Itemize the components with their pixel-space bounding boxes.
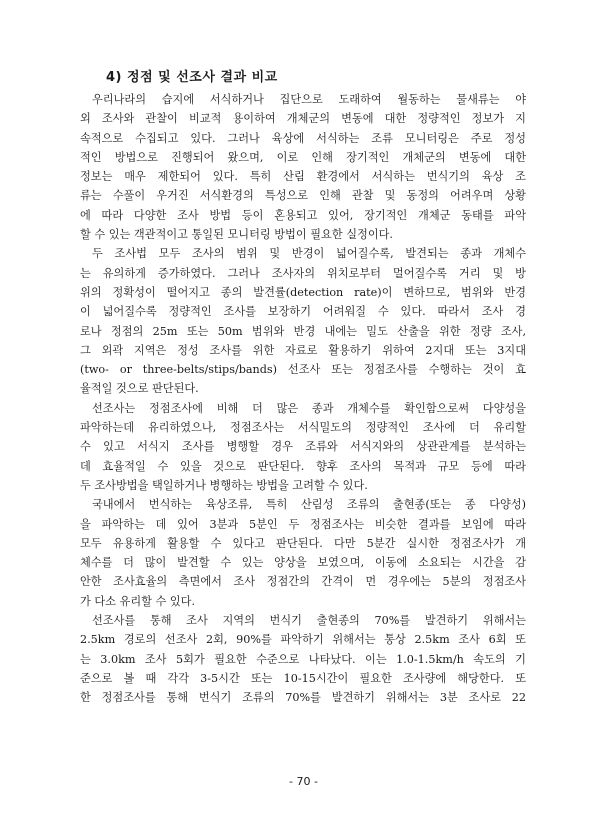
text-line: 속적으로 수집되고 있다. 그러나 육상에 서식하는 조류 모니터링은 주로 정성: [80, 131, 526, 145]
text-line: 위의 정확성이 떨어지고 종의 발견률(detection rate)이 변하므로, 범위와 반경: [80, 285, 526, 299]
text-line: 선조사를 통해 조사 지역의 번식기 출현종의 70%를 발견하기 위해서는: [92, 614, 526, 628]
text-line: 외 조사와 관찰이 비교적 용이하여 개체군의 변동에 대한 정량적인 정보가 지: [80, 112, 526, 126]
text-line: 국내에서 번식하는 육상조류, 특히 산림성 조류의 출현종(또는 종 다양성): [92, 498, 526, 512]
paragraph-3: [80, 399, 526, 495]
text-line: 가 다소 유리할 수 있다.: [80, 594, 196, 608]
text-line: 두 조사방법을 택일하거나 병행하는 방법을 고려할 수 있다.: [80, 478, 368, 492]
text-line: 적인 방법으로 진행되어 왔으며, 이로 인해 장기적인 개체군의 변동에 대한: [80, 150, 526, 164]
text-line: 파악하는데 유리하였으나, 정점조사는 서식밀도의 정량적인 조사에 더 유리할: [80, 421, 526, 435]
paragraph-1: [80, 90, 526, 244]
text-line: 안한 조사효율의 측면에서 조사 정점간의 간격이 먼 경우에는 5분의 정점조사: [80, 575, 526, 589]
text-line: 한 정점조사를 통해 번식기 조류의 70%를 발견하기 위해서는 3분 조사로 22: [80, 691, 526, 705]
text-line: 준으로 볼 때 각각 3-5시간 또는 10-15시간이 필요한 조사량에 해당한다. 또: [80, 671, 526, 685]
section-heading: 4) 정점 및 선조사 결과 비교: [106, 70, 278, 85]
text-line: 두 조사법 모두 조사의 범위 및 반경이 넓어질수록, 발견되는 종과 개체수: [92, 247, 526, 261]
text-line: 는 3.0km 조사 5회가 필요한 수준으로 나타났다. 이는 1.0-1.5km/h 속도의 기: [80, 652, 526, 666]
text-line: 할 수 있는 객관적이고 통일된 모니터링 방법이 필요한 실정이다.: [80, 228, 393, 242]
text-line: 체수를 더 많이 발견할 수 있는 양상을 보였으며, 이동에 소요되는 시간을 감: [80, 556, 526, 570]
text-line: 로나 정점의 25m 또는 50m 범위와 반경 내에는 밀도 산출을 위한 정량 조사,: [80, 324, 526, 338]
text-line: 율적일 것으로 판단된다.: [80, 382, 199, 396]
text-line: (two- or three-belts/stips/bands) 선조사 또는 정점조사를 수행하는 것이 효: [80, 363, 526, 377]
body-text: [80, 90, 526, 708]
page-number: - 70 -: [289, 775, 318, 788]
text-line: 류는 수풀이 우거진 서식환경의 특성으로 인해 관찰 및 동정의 어려우며 상황: [80, 189, 526, 203]
text-line: 데 효율적일 수 있을 것으로 판단된다. 향후 조사의 목적과 규모 등에 따라: [80, 459, 526, 473]
text-line: 는 유의하게 증가하였다. 그러나 조사자의 위치로부터 멀어질수록 거리 및 방: [80, 266, 526, 280]
paragraph-2: [80, 244, 526, 398]
text-line: 선조사는 정점조사에 비해 더 많은 종과 개체수를 확인함으로써 다양성을: [92, 401, 526, 415]
text-line: 2.5km 경로의 선조사 2회, 90%를 파악하기 위해서는 통상 2.5km 조사 6회 또: [80, 633, 526, 647]
paragraph-5: [80, 611, 526, 707]
text-line: 모두 유용하게 활용할 수 있다고 판단된다. 다만 5분간 실시한 정점조사가 개: [80, 536, 526, 550]
text-line: 우리나라의 습지에 서식하거나 집단으로 도래하여 월동하는 물새류는 야: [92, 93, 526, 106]
text-line: 이 넓어질수록 정량적인 조사를 보장하기 어려워질 수 있다. 따라서 조사 경: [80, 305, 526, 319]
text-line: 그 외곽 지역은 정성 조사를 위한 자료로 활용하기 위하여 2지대 또는 3지대: [80, 343, 526, 357]
text-line: 에 따라 다양한 조사 방법 등이 혼용되고 있어, 장기적인 개체군 동태를 파악: [80, 208, 526, 222]
text-line: 정보는 매우 제한되어 있다. 특히 산림 환경에서 서식하는 번식기의 육상 조: [80, 170, 526, 184]
text-line: 수 있고 서식지 조사를 병행할 경우 조류와 서식지와의 상관관계를 분석하는: [80, 440, 526, 454]
paragraph-4: [80, 495, 526, 611]
text-line: 을 파악하는 데 있어 3분과 5분인 두 정점조사는 비슷한 결과를 보임에 따라: [80, 517, 526, 531]
